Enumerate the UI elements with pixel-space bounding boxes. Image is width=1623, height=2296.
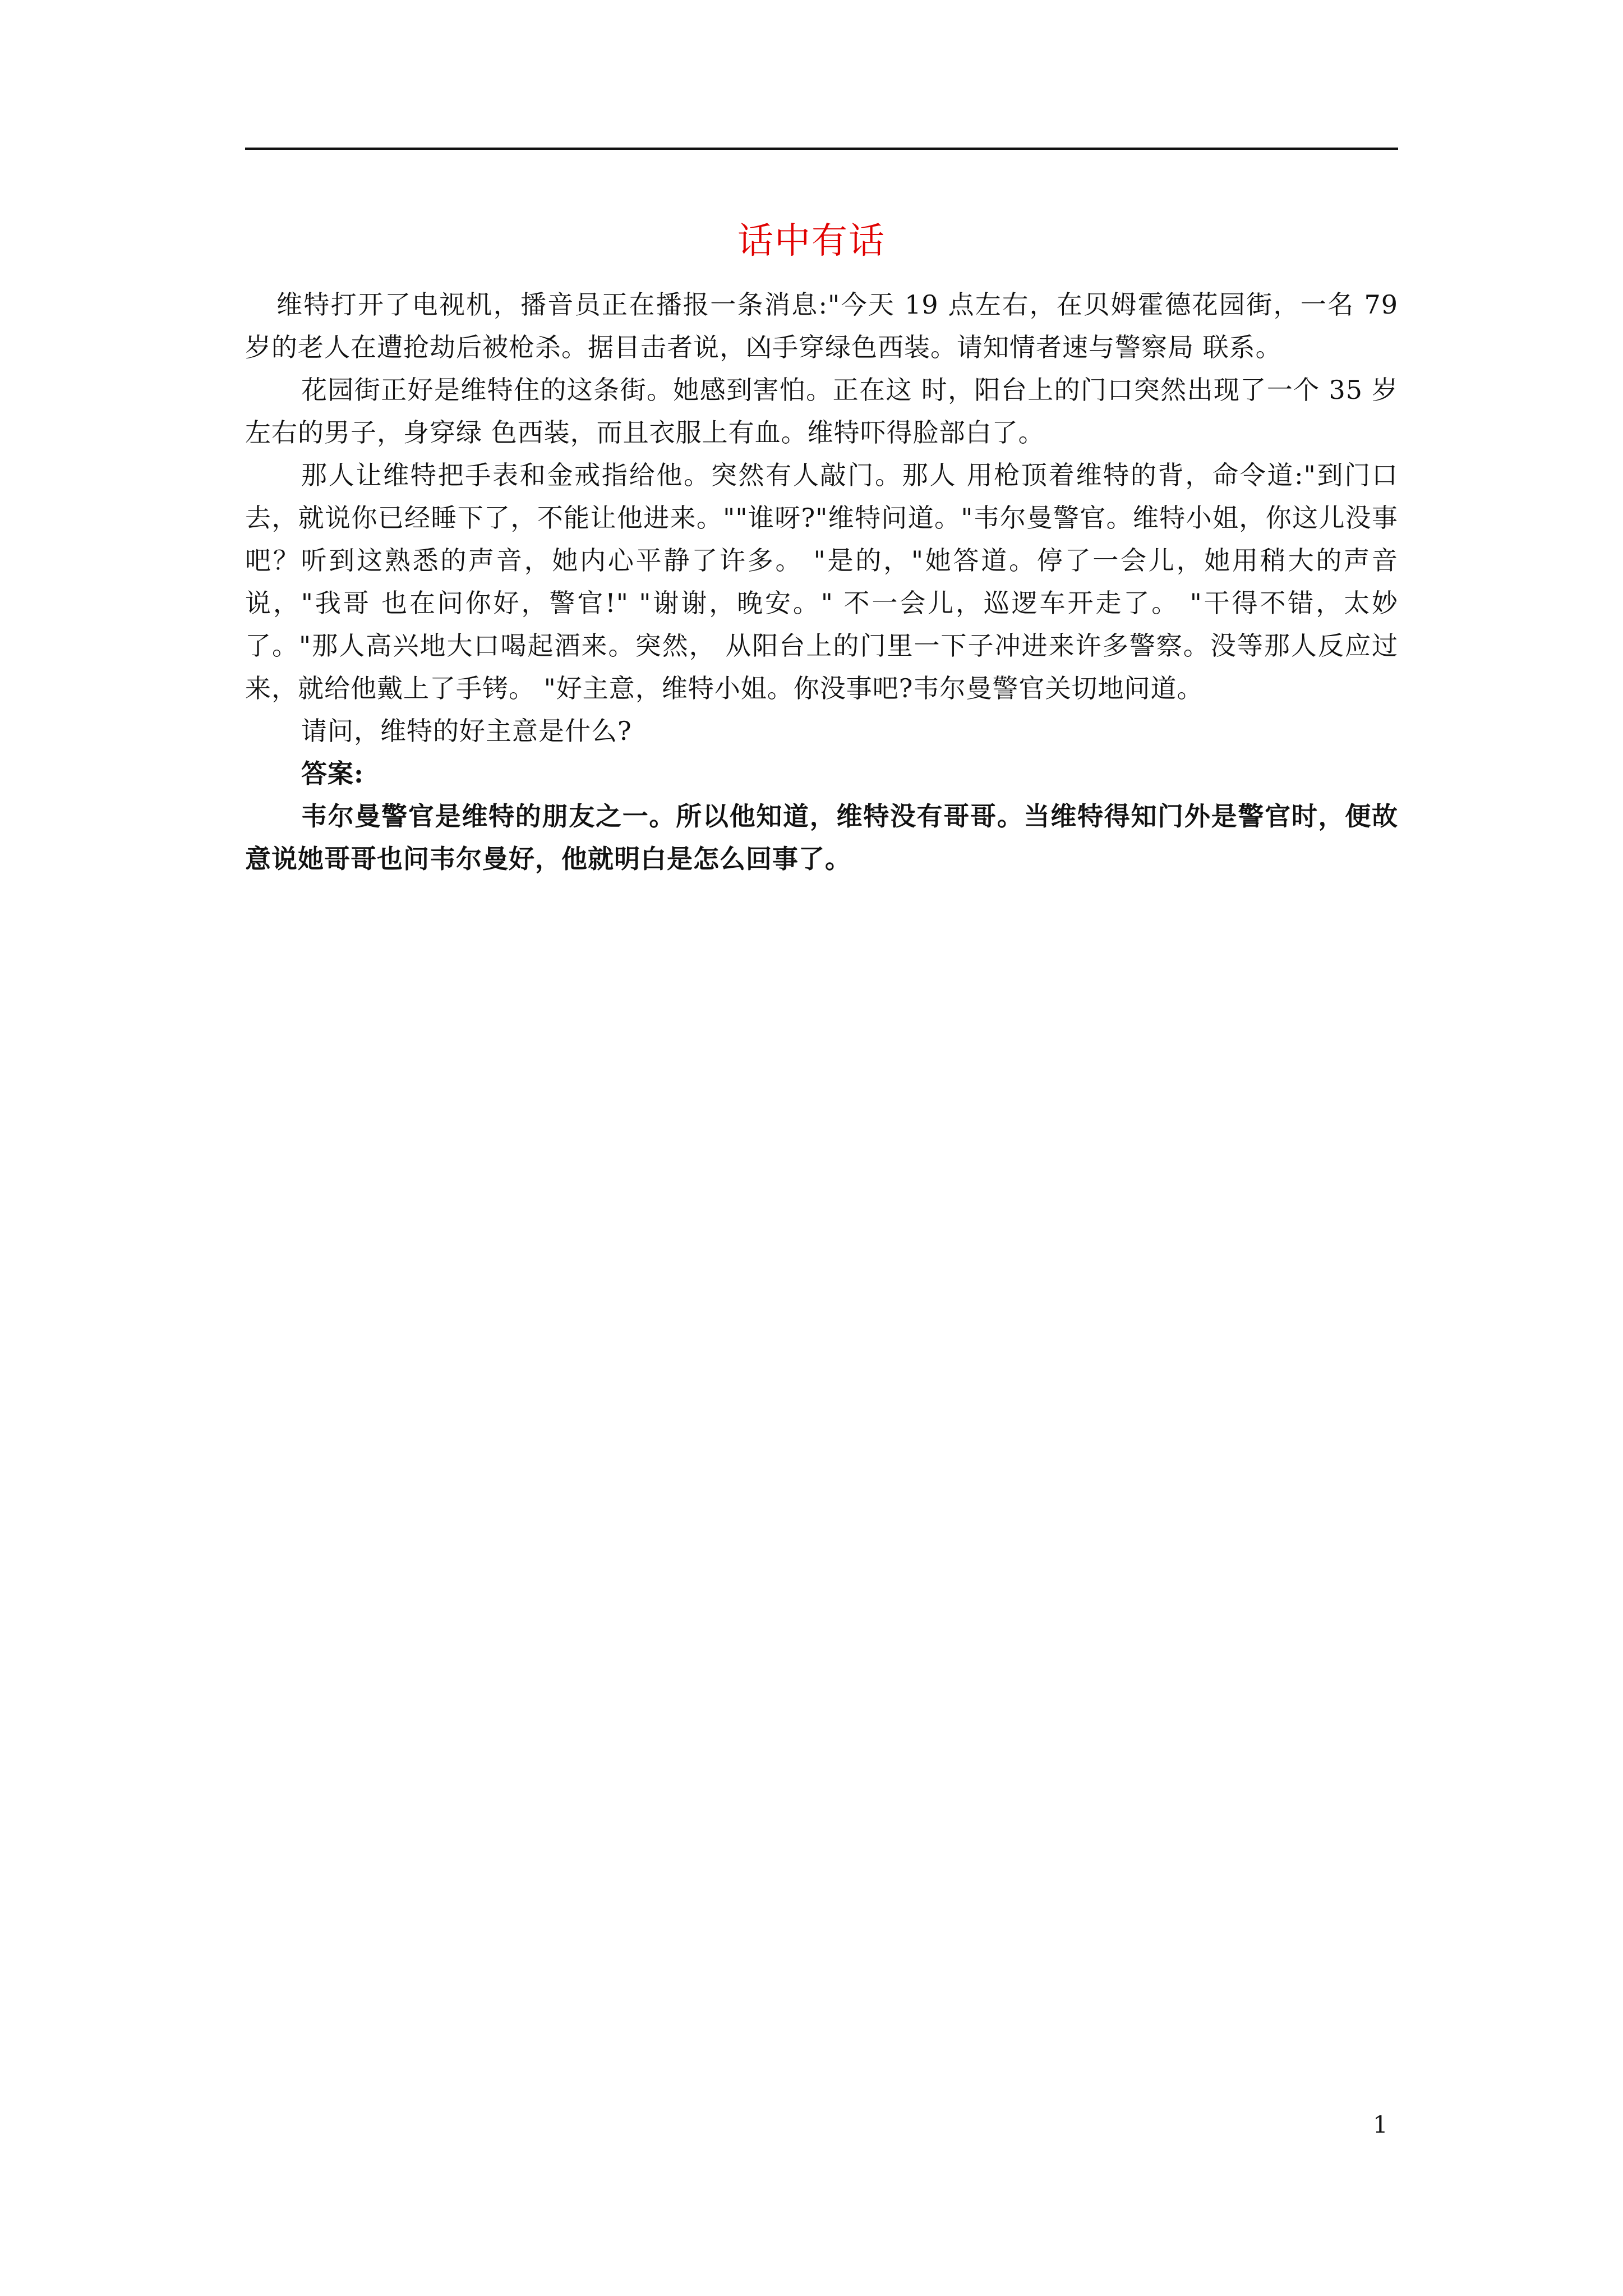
header-rule <box>245 148 1398 150</box>
document-body <box>245 283 1398 880</box>
paragraph-2: 花园街正好是维特住的这条街。她感到害怕。正在这 时，阳台上的门口突然出现了一个 35 岁左右的男子，身穿绿 色西装，而且衣服上有血。维特吓得脸部白了。 <box>245 375 1398 448</box>
answer-text: 韦尔曼警官是维特的朋友之一。所以他知道，维特没有哥哥。当维特得知门外是警官时，便故意说她哥哥也问韦尔曼好，他就明白是怎么回事了。 <box>245 801 1398 874</box>
paragraph-3: 那人让维特把手表和金戒指给他。突然有人敲门。那人 用枪顶着维特的背，命令道:"到门口去，就说你已经睡下了，不能让他进来。""谁呀?"维特问道。"韦尔曼警官。维特小姐，你这儿没事吧？听到这熟悉的声音，她内心平静了许多。 "是的，"她答道。停了一会儿，她用稍大的声音说，"我哥 也在问你好，警官!" "谢谢，晚安。" 不一会儿，巡逻车开走了。 "干得不错，太妙了。"那人高兴地大口喝起酒来。突然， 从阳台上的门里一下子冲进来许多警察。没等那人反应过来，就给他戴上了手铐。 "好主意，维特小姐。你没事吧?韦尔曼警官关切地问道。 <box>245 460 1398 703</box>
document-title: 话中有话 <box>737 220 886 262</box>
question-paragraph: 请问，维特的好主意是什么? <box>301 716 632 746</box>
page-number: 1 <box>1373 2111 1388 2138</box>
answer-label: 答案: <box>301 758 364 789</box>
paragraph-1: 维特打开了电视机，播音员正在播报一条消息:"今天 19 点左右，在贝姆霍德花园街，一名 79 岁的老人在遭抢劫后被枪杀。据目击者说，凶手穿绿色西装。请知情者速与警察局 联系。 <box>245 289 1398 362</box>
